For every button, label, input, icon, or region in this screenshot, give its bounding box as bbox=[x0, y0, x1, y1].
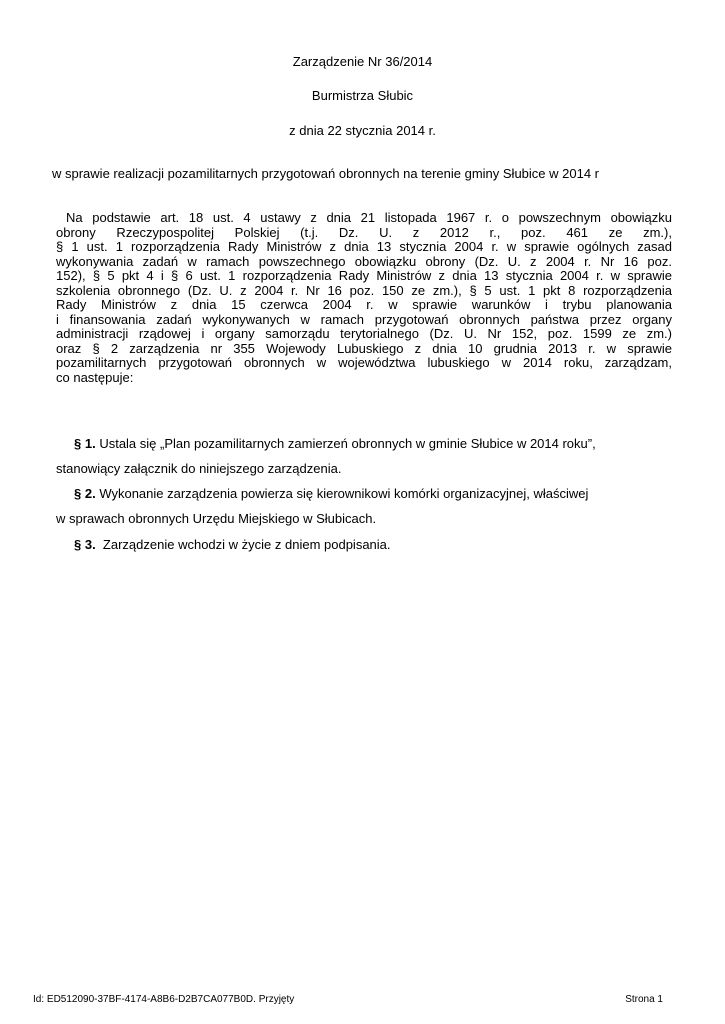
preamble-line: Na podstawie art. 18 ust. 4 ustawy z dnia 21 listopada 1967 r. o powszechnym obowiązku bbox=[66, 210, 672, 225]
preamble-line: wykonywania zadań w ramach powszechnego obowiązku obrony (Dz. U. z 2004 r. Nr 16 poz. bbox=[56, 253, 672, 269]
document-date: z dnia 22 stycznia 2014 r. bbox=[289, 123, 436, 138]
section-2-paragraph bbox=[56, 486, 672, 502]
section-text: w sprawach obronnych Urzędu Miejskiego w Słubicach. bbox=[56, 511, 377, 526]
section-1-continuation bbox=[56, 461, 672, 477]
section-text: Ustala się „Plan pozamilitarnych zamierzeń obronnych w gminie Słubice w 2014 roku”, bbox=[99, 436, 596, 451]
legal-basis-preamble bbox=[56, 211, 672, 385]
section-number: § 1. bbox=[74, 436, 96, 451]
section-3-paragraph bbox=[56, 537, 672, 553]
preamble-line: pozamilitarnych przygotowań obronnych w województwa lubuskiego w 2014 roku, zarządzam, bbox=[56, 355, 672, 370]
preamble-line: administracji rządowej i organy samorządu terytorialnego (Dz. U. Nr 152, poz. 1599 ze zm.) bbox=[56, 326, 672, 341]
section-text: stanowiący załącznik do niniejszego zarządzenia. bbox=[56, 461, 342, 476]
section-number: § 3. bbox=[74, 537, 96, 552]
footer-document-id: Id: ED512090-37BF-4174-A8B6-D2B7CA077B0D. Przyjęty bbox=[33, 994, 295, 1005]
section-text: Wykonanie zarządzenia powierza się kierownikowi komórki organizacyjnej, właściwej bbox=[99, 486, 589, 501]
preamble-line: § 1 ust. 1 rozporządzenia Rady Ministrów z dnia 13 stycznia 2004 r. w sprawie ogólnych zasad bbox=[56, 239, 672, 254]
section-text: Zarządzenie wchodzi w życie z dniem podpisania. bbox=[102, 537, 391, 552]
section-1-paragraph bbox=[56, 436, 672, 452]
preamble-line: 152), § 5 pkt 4 i § 6 ust. 1 rozporządzenia Rady Ministrów z dnia 13 stycznia 2004 r. w sprawie bbox=[56, 268, 672, 283]
preamble-line: obrony Rzeczypospolitej Polskiej (t.j. Dz. U. z 2012 r., poz. 461 ze zm.), bbox=[56, 224, 672, 240]
preamble-line: co następuje: bbox=[56, 369, 134, 385]
preamble-line: szkolenia obronnego (Dz. U. z 2004 r. Nr 16 poz. 150 ze zm.), § 5 ust. 1 pkt 8 rozporządzenia bbox=[56, 282, 672, 298]
section-number: § 2. bbox=[74, 486, 96, 501]
preamble-line: oraz § 2 zarządzenia nr 355 Wojewody Lubuskiego z dnia 10 grudnia 2013 r. w sprawie bbox=[56, 340, 672, 356]
section-2-continuation bbox=[56, 511, 672, 527]
document-subject: w sprawie realizacji pozamilitarnych przygotowań obronnych na terenie gminy Słubice w 2014 r bbox=[52, 166, 599, 181]
preamble-line: i finansowania zadań wykonywanych w ramach przygotowań obronnych państwa przez organy bbox=[56, 311, 672, 327]
document-issuer: Burmistrza Słubic bbox=[311, 88, 414, 103]
document-title: Zarządzenie Nr 36/2014 bbox=[292, 54, 433, 69]
footer-page-number: Strona 1 bbox=[625, 994, 663, 1005]
preamble-line: Rady Ministrów z dnia 15 czerwca 2004 r. w sprawie warunków i trybu planowania bbox=[56, 297, 672, 312]
